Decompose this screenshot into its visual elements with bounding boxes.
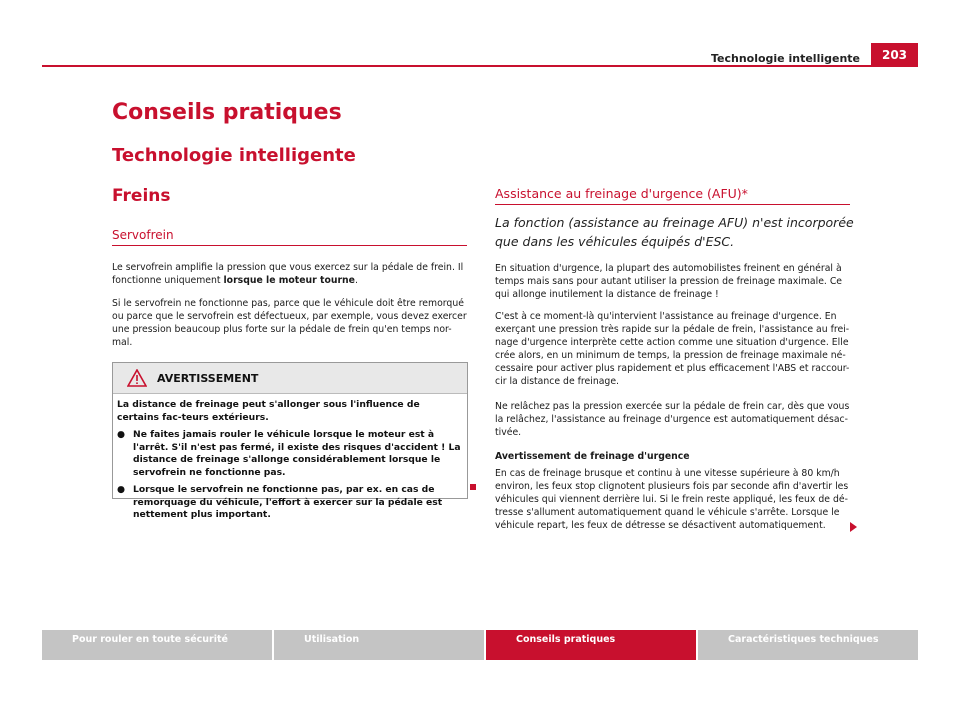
afu-paragraph-2: C'est à ce moment-là qu'intervient l'assistance au freinage d'urgence. En exerçant une pression très rapide sur la pédale de frein, l'assistance au frei-nage d'urgence interprète cette action comme une situation d'urgence. Elle crée alors, en un minimum de temps, la pression de freinage maximale né-cessaire pour activer plus rapidement et plus efficacement l'ABS et raccour-cir la distance de freinage. (495, 311, 850, 387)
afu-warning-title: Avertissement de freinage d'urgence (495, 451, 690, 462)
warning-title: AVERTISSEMENT (157, 371, 259, 385)
tab-pour-rouler[interactable]: Pour rouler en toute sécurité (42, 630, 272, 660)
afu-heading-rule (495, 204, 850, 205)
servofrein-paragraph-2: Si le servofrein ne fonctionne pas, parce que le véhicule doit être remorqué ou parce que le servofrein est défectueux, par exemple, vous devez exercer une pression beaucoup plus forte sur la pédale de frein qu'en temps nor-mal. (112, 298, 467, 348)
running-header-title: Technologie intelligente (710, 52, 860, 65)
header-rule (42, 65, 918, 67)
subsection-heading: Servofrein (112, 228, 174, 242)
subsection-rule (112, 245, 467, 246)
warning-item-2 (117, 484, 463, 522)
afu-heading: Assistance au freinage d'urgence (AFU)* (495, 186, 748, 201)
afu-paragraph-3: Ne relâchez pas la pression exercée sur la pédale de frein car, dès que vous la relâchez, l'assistance au freinage d'urgence est automatiquement désac-tivée. (495, 401, 850, 438)
afu-paragraph-4: En cas de freinage brusque et continu à une vitesse supérieure à 80 km/h environ, les feux stop clignotent plusieurs fois par seconde afin d'avertir les véhicules qui viennent derrière lui. Si le frein reste appliqué, les feux de dé-tresse s'allument automatiquement quand le véhicule s'arrête. Lorsque le véhicule repart, les feux de détresse se désactivent automatiquement. (495, 468, 849, 531)
warning-item-2-text: Lorsque le servofrein ne fonctionne pas, par ex. en cas de remorquage du véhicule, l'effort à exercer sur la pédale est nettement plus important. (133, 484, 443, 520)
footer-tabs (42, 630, 918, 660)
warning-box (112, 362, 468, 520)
warning-header (113, 363, 467, 394)
section-heading: Freins (112, 186, 171, 206)
warning-lead: La distance de freinage peut s'allonger sous l'influence de certains fac-teurs extérieurs. (117, 399, 420, 423)
warning-item-1 (117, 429, 463, 479)
warning-triangle-icon (127, 369, 147, 387)
chapter-title: Conseils pratiques (112, 100, 342, 125)
continue-arrow-icon (850, 522, 857, 532)
afu-paragraph-1: En situation d'urgence, la plupart des automobilistes freinent en général à temps mais sans pour autant utiliser la pression de freinage maximale. Ce qui allonge inutilement la distance de freinage ! (495, 263, 843, 300)
page-number: 203 (871, 43, 918, 67)
chapter-subtitle: Technologie intelligente (112, 145, 356, 166)
tab-conseils-pratiques[interactable]: Conseils pratiques (486, 630, 696, 660)
para1-bold: lorsque le moteur tourne (223, 275, 355, 286)
tab-caracteristiques[interactable]: Caractéristiques techniques (698, 630, 918, 660)
warning-body (113, 394, 467, 522)
bullet: ● (117, 429, 126, 440)
bullet: ● (117, 484, 126, 495)
para1-text: Le servofrein amplifie la pression que vous exercez sur la pédale de frein. Il fonctionne uniquement (112, 262, 464, 286)
tab-utilisation[interactable]: Utilisation (274, 630, 484, 660)
section-end-marker (470, 484, 476, 490)
para1-end: . (354, 275, 358, 286)
warning-item-1-text: Ne faites jamais rouler le véhicule lorsque le moteur est à l'arrêt. S'il n'est pas fermé, il existe des risques d'accident ! La distance de freinage s'allonge considérablement lorsque le servofrein ne fonctionne pas. (133, 429, 461, 478)
servofrein-paragraph-1 (112, 261, 468, 287)
afu-intro: La fonction (assistance au freinage AFU) n'est incorporée que dans les véhicules équipés d'ESC. (495, 215, 854, 249)
